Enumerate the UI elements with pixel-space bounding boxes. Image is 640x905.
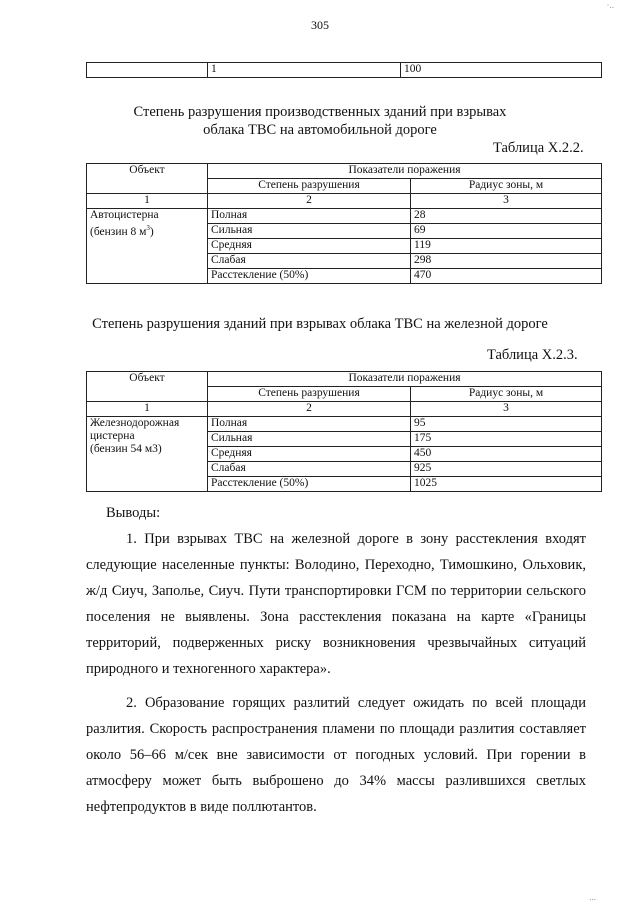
degree-cell: Сильная (208, 432, 411, 447)
object-line: Железнодорожная (90, 417, 180, 429)
degree-cell: Полная (208, 209, 411, 224)
table1-title-line2: облака ТВС на автомобильной дороге (203, 122, 437, 138)
radius-cell: 470 (411, 269, 602, 284)
radius-cell: 298 (411, 254, 602, 269)
conclusion-paragraph-2: 2. Образование горящих разлитий следует ожидать по всей площади разлития. Скорость распространения пламени по площади разлития составляет около 56–66 м/сек вне зависимости от погодных условий. При горении в атмосферу может быть выброшено до 34% массы разлившихся светлых нефтепродуктов в виде поллютантов. (86, 695, 586, 815)
radius-cell: 95 (411, 417, 602, 432)
degree-cell: Слабая (208, 462, 411, 477)
column-number: 3 (411, 194, 602, 209)
degree-cell: Расстекление (50%) (208, 269, 411, 284)
header-object: Объект (87, 164, 208, 194)
table1-label: Таблица X.2.2. (493, 140, 584, 156)
table-row (87, 209, 602, 224)
header-degree: Степень разрушения (208, 179, 411, 194)
header-radius: Радиус зоны, м (411, 387, 602, 402)
degree-cell: Расстекление (50%) (208, 477, 411, 492)
table-cell: 1 (208, 63, 401, 78)
header-indicators: Показатели поражения (208, 164, 602, 179)
table-header-row (87, 164, 602, 179)
degree-cell: Средняя (208, 447, 411, 462)
radius-cell: 450 (411, 447, 602, 462)
table1 (86, 163, 602, 284)
column-number: 2 (208, 194, 411, 209)
degree-cell: Полная (208, 417, 411, 432)
object-line: Автоцистерна (90, 209, 159, 221)
page-number: 305 (311, 18, 329, 32)
object-cell (87, 209, 208, 284)
table2-title: Степень разрушения зданий при взрывах облака ТВС на железной дороге (92, 316, 548, 332)
column-number: 1 (87, 402, 208, 417)
degree-cell: Сильная (208, 224, 411, 239)
table-header-row (87, 372, 602, 387)
radius-cell: 28 (411, 209, 602, 224)
column-number: 1 (87, 194, 208, 209)
scan-mark-bottom: ... (589, 892, 596, 902)
header-radius: Радиус зоны, м (411, 179, 602, 194)
table2 (86, 371, 602, 492)
radius-cell: 119 (411, 239, 602, 254)
table-row (87, 417, 602, 432)
header-indicators: Показатели поражения (208, 372, 602, 387)
header-degree: Степень разрушения (208, 387, 411, 402)
radius-cell: 69 (411, 224, 602, 239)
table-row (87, 63, 602, 78)
table-cell: 100 (401, 63, 602, 78)
column-number: 3 (411, 402, 602, 417)
table-number-row (87, 194, 602, 209)
radius-cell: 1025 (411, 477, 602, 492)
object-line: (бензин 54 м3) (90, 443, 162, 455)
degree-cell: Слабая (208, 254, 411, 269)
degree-cell: Средняя (208, 239, 411, 254)
object-line: (бензин 8 $м^3$) (90, 224, 154, 238)
table-number-row (87, 402, 602, 417)
column-number: 2 (208, 402, 411, 417)
table-cell (87, 63, 208, 78)
object-cell (87, 417, 208, 492)
radius-cell: 925 (411, 462, 602, 477)
table1-title-line1: Степень разрушения производственных зданий при взрывах (133, 104, 507, 120)
table2-label: Таблица X.2.3. (487, 347, 578, 363)
header-object: Объект (87, 372, 208, 402)
table1-title (0, 103, 640, 139)
object-line: цистерна (90, 430, 135, 442)
continued-table-fragment (86, 62, 602, 78)
conclusion-paragraph-1: 1. При взрывах ТВС на железной дороге в зону расстекления входят следующие населенные пункты: Володино, Переходно, Тимошкино, Ольховик, ж/д Сиуч, Заполье, Сиуч. Пути транспортировки ГСМ по территории сельского поселения не выявлены. Зона расстекления показана на карте «Границы территорий, подверженных риску возникновения чрезвычайных ситуаций природного и техногенного характера». (86, 531, 586, 677)
scan-mark-top: ·.. (606, 0, 614, 10)
radius-cell: 175 (411, 432, 602, 447)
conclusions-heading: Выводы: (106, 505, 161, 521)
conclusions-section (86, 504, 586, 820)
